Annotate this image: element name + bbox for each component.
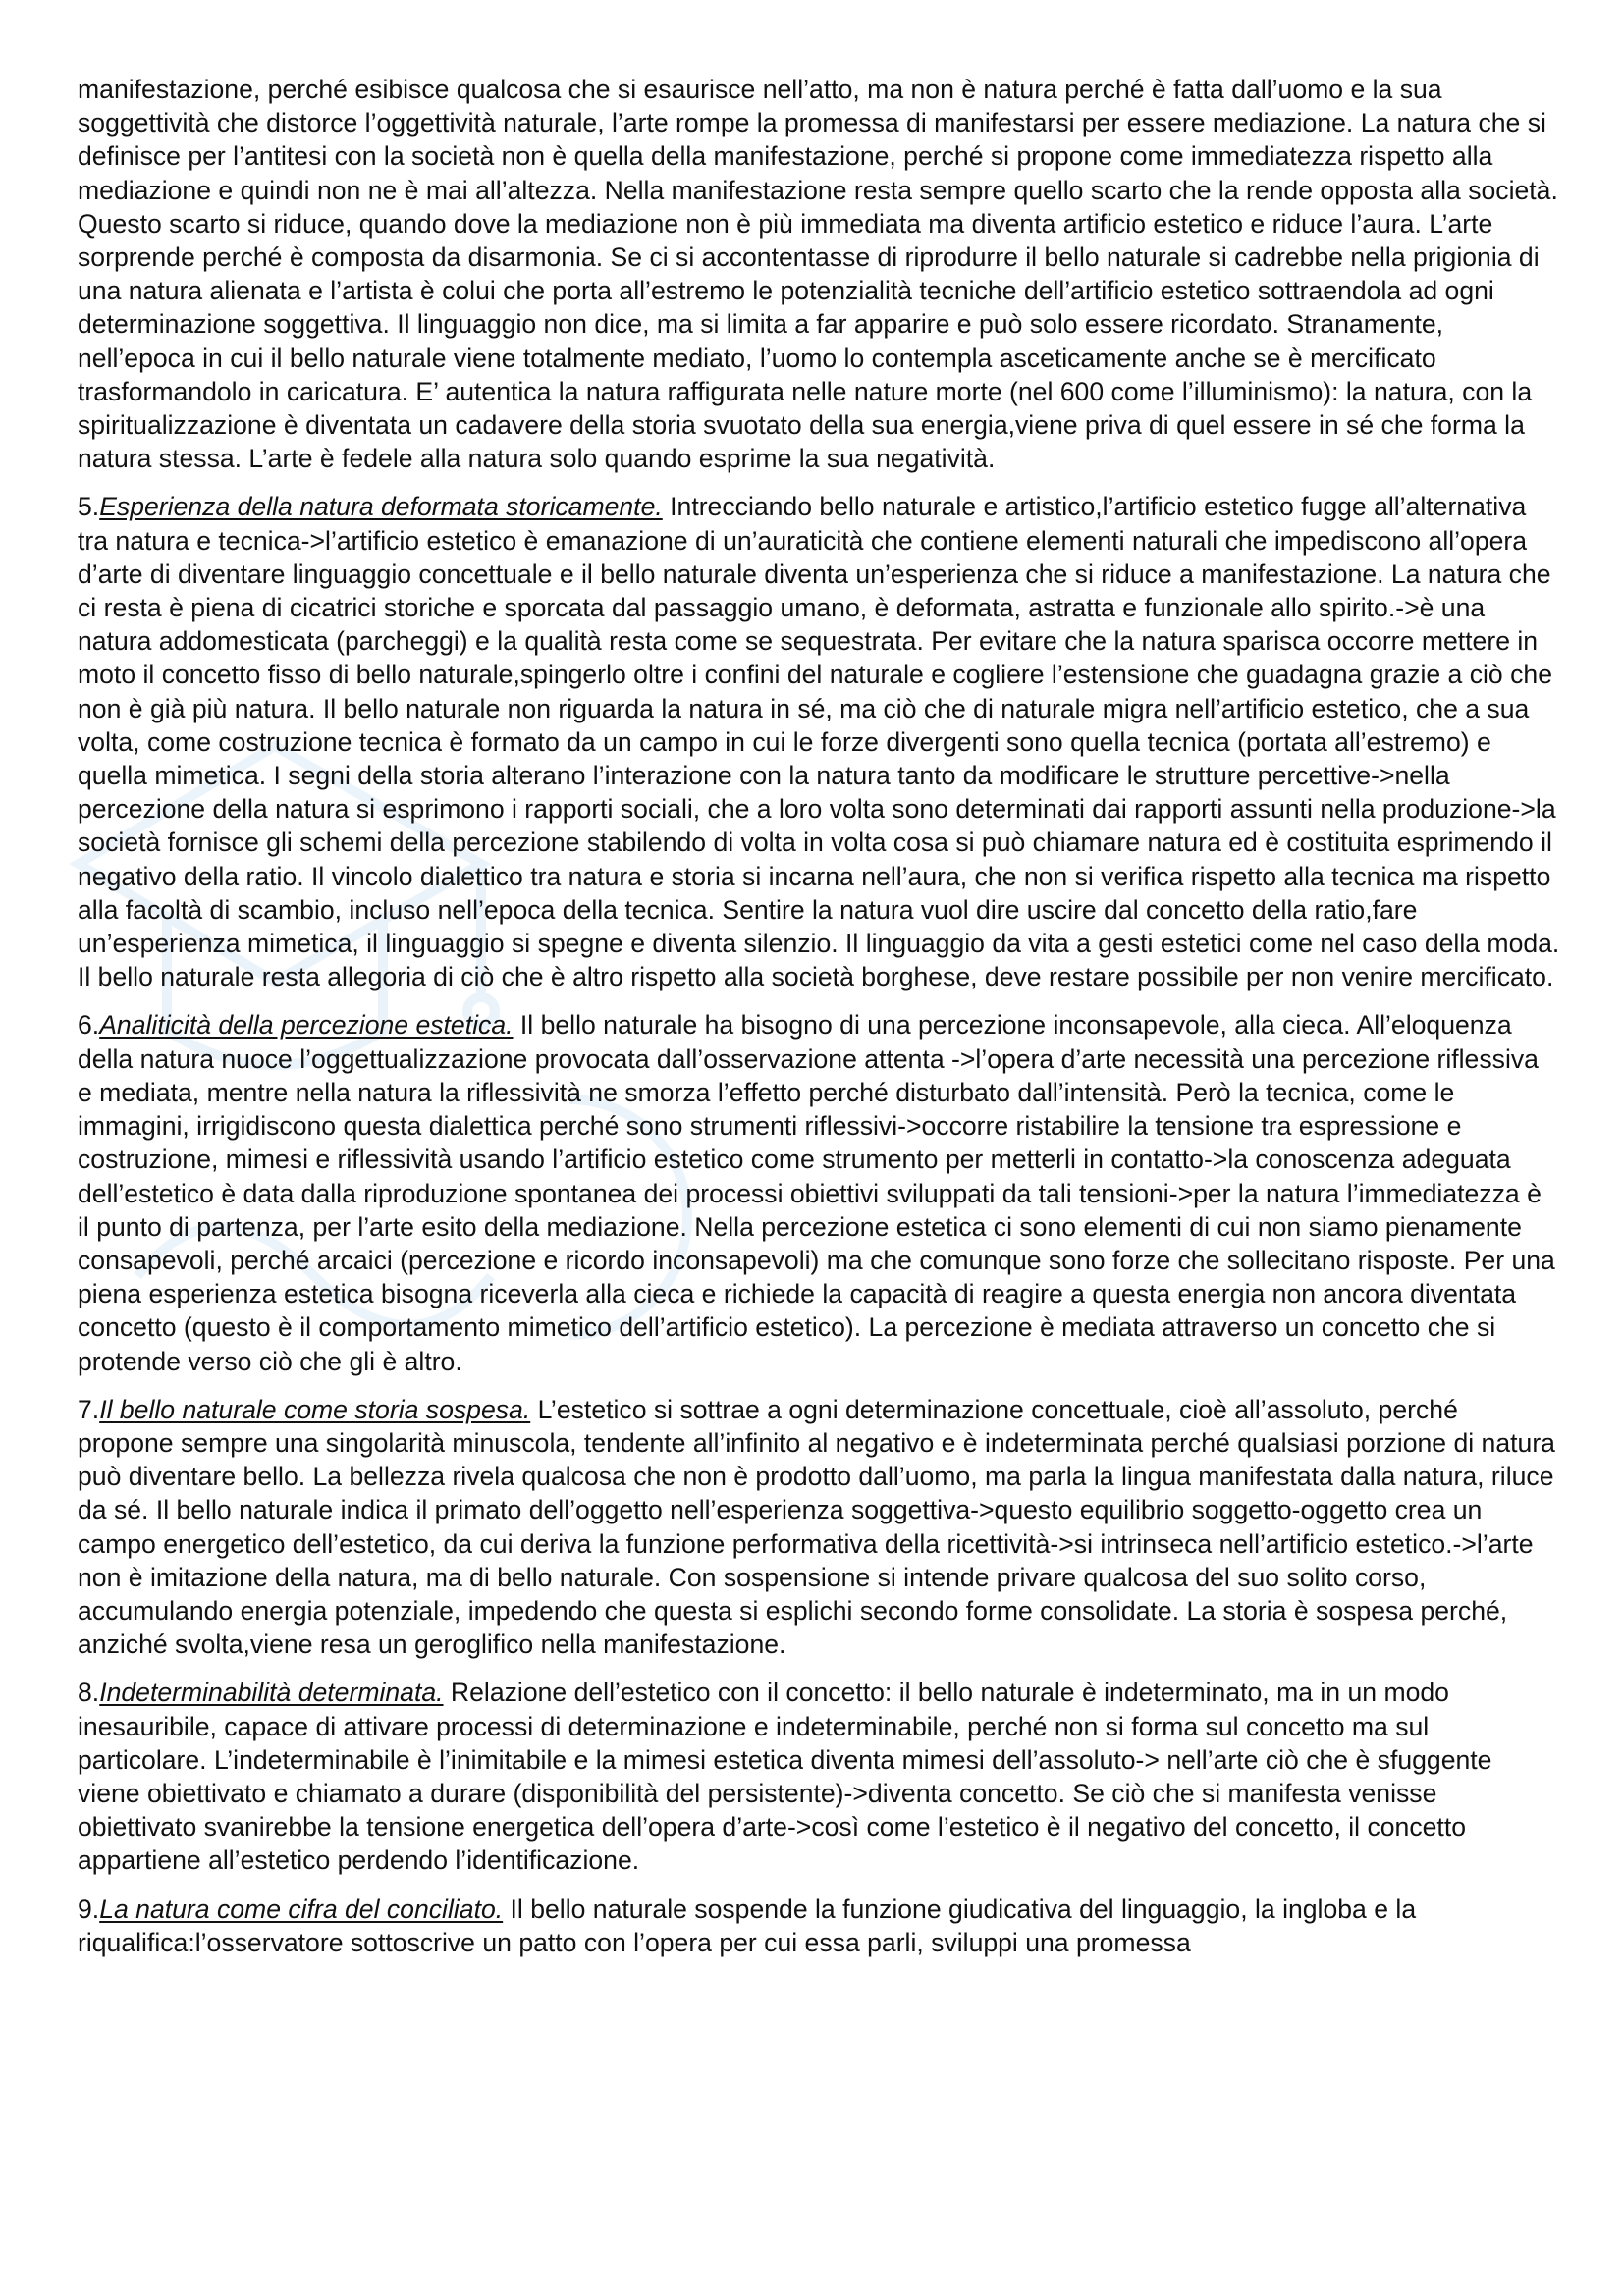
section-heading: Il bello naturale come storia sospesa. [99, 1394, 531, 1424]
opening-paragraph: manifestazione, perché esibisce qualcosa che si esaurisce nell’atto, ma non è natura perché è fatta dall’uomo e la sua soggettività che distorce l’oggettività naturale, l’arte rompe la promessa di manifestarsi per essere mediazione. La natura che si definisce per l’antitesi con la società non è quella della manifestazione, perché si propone come immediatezza rispetto alla mediazione e quindi non ne è mai all’altezza. Nella manifestazione resta sempre quello scarto che la rende opposta alla società. Questo scarto si riduce, quando dove la mediazione non è più immediata ma diventa artificio estetico e riduce l’aura. L’arte sorprende perché è composta da disarmonia. Se ci si accontentasse di riprodurre il bello naturale si cadrebbe nella prigionia di una natura alienata e l’artista è colui che porta all’estremo le potenzialità tecniche dell’artificio estetico sottraendola ad ogni determinazione soggettiva. Il linguaggio non dice, ma si limita a far apparire e può solo essere ricordato. Stranamente, nell’epoca in cui il bello naturale viene totalmente mediato, l’uomo lo contempla asceticamente anche se è mercificato trasformandolo in caricatura. E’ autentica la natura raffigurata nelle nature morte (nel 600 come l’illuminismo): la natura, con la spiritualizzazione è diventata un cadavere della storia svuotato della sua energia,viene priva di quel essere in sé che forma la natura stessa. L’arte è fedele alla natura solo quando esprime la sua negatività. [78, 75, 1558, 474]
section-body: Intrecciando bello naturale e artistico,l’artificio estetico fugge all’alternativa tra natura e tecnica->l’artificio estetico è emanazione di un’auraticità che contiene elementi naturali che impediscono all’opera d’arte di diventare linguaggio concettuale e il bello naturale diventa un’esperienza che si riduce a manifestazione. La natura che ci resta è piena di cicatrici storiche e sporcata dal passaggio umano, è deformata, astratta e funzionale allo spirito.->è una natura addomesticata (parcheggi) e la qualità resta come se sequestrata. Per evitare che la natura sparisca occorre mettere in moto il concetto fisso di bello naturale,spingerlo oltre i confini del naturale e cogliere l’estensione che guadagna grazie a ciò che non è già più natura. Il bello naturale non riguarda la natura in sé, ma ciò che di naturale migra nell’artificio estetico, che a sua volta, come costruzione tecnica è formato da un campo in cui le forze divergenti sono quella tecnica (portata all’estremo) e quella mimetica. I segni della storia alterano l’interazione con la natura tanto da modificare le strutture percettive->nella percezione della natura si esprimono i rapporti sociali, che a loro volta sono determinati dai rapporti assunti nella produzione->la società fornisce gli schemi della percezione stabilendo di volta in volta cosa si può chiamare natura ed è costituita esprimendo il negativo della ratio. Il vincolo dialettico tra natura e storia si incarna nell’aura, che non si verifica rispetto alla tecnica ma rispetto alla facoltà di scambio, incluso nell’epoca della tecnica. Sentire la natura vuol dire uscire dal concetto della ratio,fare un’esperienza mimetica, il linguaggio si spegne e diventa silenzio. Il linguaggio da vita a gesti estetici come nel caso della moda. Il bello naturale resta allegoria di ciò che è altro rispetto alla società borghese, deve restare possibile per non venire mercificato. [78, 492, 1560, 992]
section-9 [78, 1893, 1560, 1959]
section-7 [78, 1393, 1560, 1662]
section-number: 9. [78, 1894, 100, 1924]
section-number: 8. [78, 1678, 100, 1708]
section-heading: La natura come cifra del conciliato. [99, 1894, 504, 1924]
section-body: Il bello naturale ha bisogno di una percezione inconsapevole, alla cieca. All’eloquenza della natura nuoce l’oggettualizzazione provocata dall’osservazione attenta ->l’opera d’arte necessità una percezione riflessiva e mediata, mentre nella natura la riflessività ne smorza l’effetto perché disturbato dall’intensità. Però la tecnica, come le immagini, irrigidiscono questa dialettica perché sono strumenti riflessivi->occorre ristabilire la tensione tra espressione e costruzione, mimesi e riflessività usando l’artificio estetico come strumento per metterli in contatto->la conoscenza adeguata dell’estetico è data dalla riproduzione spontanea dei processi obiettivi sviluppati da tali tensioni->per la natura l’immediatezza è il punto di partenza, per l’arte esito della mediazione. Nella percezione estetica ci sono elementi di cui non siamo pienamente consapevoli, perché arcaici (percezione e ricordo inconsapevoli) ma che comunque sono forze che sollecitano risposte. Per una piena esperienza estetica bisogna riceverla alla cieca e richiede la capacità di reagire a questa energia non ancora diventata concetto (questo è il comportamento mimetico dell’artificio estetico). La percezione è mediata attraverso un concetto che si protende verso ciò che gli è altro. [78, 1010, 1555, 1376]
section-heading: Indeterminabilità determinata. [99, 1678, 444, 1708]
document-page [78, 73, 1560, 1974]
section-number: 5. [78, 492, 100, 522]
section-number: 7. [78, 1394, 100, 1424]
section-body: Il bello naturale sospende la funzione giudicativa del linguaggio, la ingloba e la riqualifica:l’osservatore sottoscrive un patto con l’opera per cui essa parli, sviluppi una promessa [78, 1894, 1417, 1957]
section-body: L’estetico si sottrae a ogni determinazione concettuale, cioè all’assoluto, perché propone sempre una singolarità minuscola, tendente all’infinito al negativo e è indeterminata perché qualsiasi porzione di natura può diventare bello. La bellezza rivela qualcosa che non è prodotto dall’uomo, ma parla la lingua manifestata dalla natura, riluce da sé. Il bello naturale indica il primato dell’oggetto nell’esperienza soggettiva->questo equilibrio soggetto-oggetto crea un campo energetico dell’estetico, da cui deriva la funzione performativa della ricettività->si intrinseca nell’artificio estetico.->l’arte non è imitazione della natura, ma di bello naturale. Con sospensione si intende privare qualcosa del suo solito corso, accumulando energia potenziale, impedendo che questa si esplichi secondo forme consolidate. La storia è sospesa perché, anziché svolta,viene resa un geroglifico nella manifestazione. [78, 1394, 1555, 1660]
section-5 [78, 490, 1560, 993]
section-number: 6. [78, 1010, 100, 1041]
section-6 [78, 1008, 1560, 1377]
section-heading: Esperienza della natura deformata storicamente. [99, 492, 663, 522]
section-8 [78, 1676, 1560, 1877]
section-heading: Analiticità della percezione estetica. [99, 1010, 514, 1041]
section-body: Relazione dell’estetico con il concetto: il bello naturale è indeterminato, ma in un modo inesauribile, capace di attivare processi di determinazione e indeterminabile, perché non si forma sul concetto ma sul particolare. L’indeterminabile è l’inimitabile e la mimesi estetica diventa mimesi dell’assoluto-> nell’arte ciò che è sfuggente viene obiettivato e chiamato a durare (disponibilità del persistente)->diventa concetto. Se ciò che si manifesta venisse obiettivato svanirebbe la tensione energetica dell’opera d’arte->così come l’estetico è il negativo del concetto, il concetto appartiene all’estetico perdendo l’identificazione. [78, 1678, 1492, 1876]
